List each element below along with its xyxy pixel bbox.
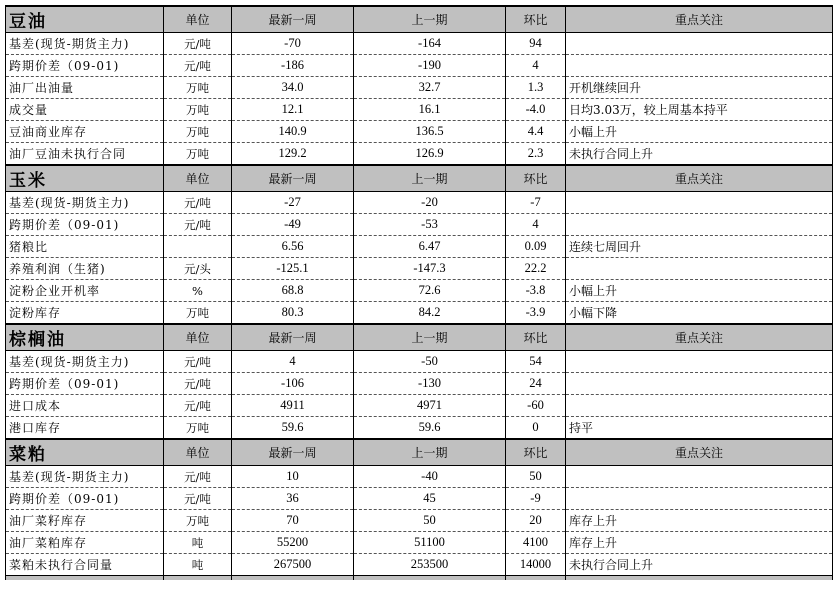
latest-value: 59.6 [232, 417, 354, 440]
focus-note [566, 351, 833, 373]
section-header-row [6, 6, 833, 33]
change-value: -3.9 [506, 302, 566, 325]
change-value: 22.2 [506, 258, 566, 280]
indicator-name: 淀粉企业开机率 [6, 280, 164, 302]
table-row [6, 55, 833, 77]
focus-note: 日均3.03万，较上周基本持平 [566, 99, 833, 121]
indicator-name: 淀粉库存 [6, 302, 164, 325]
previous-value: -40 [354, 466, 506, 488]
previous-value: -147.3 [354, 258, 506, 280]
change-value: -9 [506, 488, 566, 510]
edge-cell [164, 576, 232, 581]
table-row [6, 121, 833, 143]
unit-cell: 元/吨 [164, 351, 232, 373]
unit-cell: 元/吨 [164, 55, 232, 77]
indicator-name: 跨期价差（09-01) [6, 488, 164, 510]
change-value: 24 [506, 373, 566, 395]
focus-note [566, 55, 833, 77]
previous-value: -20 [354, 192, 506, 214]
change-value: -3.8 [506, 280, 566, 302]
column-header-latest: 最新一周 [232, 165, 354, 192]
table-row [6, 395, 833, 417]
commodity-weekly-table [5, 5, 833, 580]
focus-note [566, 33, 833, 55]
section-title: 菜粕 [6, 439, 164, 466]
latest-value: 12.1 [232, 99, 354, 121]
column-header-previous: 上一期 [354, 6, 506, 33]
indicator-name: 油厂菜籽库存 [6, 510, 164, 532]
section-title: 棕榈油 [6, 324, 164, 351]
column-header-change: 环比 [506, 6, 566, 33]
change-value: 14000 [506, 554, 566, 576]
previous-value: -164 [354, 33, 506, 55]
table-row [6, 280, 833, 302]
focus-note [566, 466, 833, 488]
table-row [6, 99, 833, 121]
latest-value: -27 [232, 192, 354, 214]
unit-cell: 元/吨 [164, 466, 232, 488]
focus-note [566, 214, 833, 236]
unit-cell: 元/吨 [164, 33, 232, 55]
previous-value: 16.1 [354, 99, 506, 121]
latest-value: 80.3 [232, 302, 354, 325]
column-header-previous: 上一期 [354, 439, 506, 466]
section-header-row [6, 439, 833, 466]
focus-note: 小幅下降 [566, 302, 833, 325]
column-header-previous: 上一期 [354, 165, 506, 192]
latest-value: -125.1 [232, 258, 354, 280]
latest-value: -70 [232, 33, 354, 55]
unit-cell: % [164, 280, 232, 302]
table-row [6, 258, 833, 280]
previous-value: 45 [354, 488, 506, 510]
previous-value: 32.7 [354, 77, 506, 99]
unit-cell: 万吨 [164, 417, 232, 440]
indicator-name: 跨期价差（09-01) [6, 214, 164, 236]
table-row [6, 192, 833, 214]
change-value: 4.4 [506, 121, 566, 143]
table-row [6, 351, 833, 373]
unit-cell: 吨 [164, 532, 232, 554]
column-header-latest: 最新一周 [232, 324, 354, 351]
change-value: -60 [506, 395, 566, 417]
table-row [6, 417, 833, 440]
unit-cell: 元/吨 [164, 488, 232, 510]
change-value: -7 [506, 192, 566, 214]
table-row [6, 373, 833, 395]
latest-value: -49 [232, 214, 354, 236]
change-value: 2.3 [506, 143, 566, 166]
table-row [6, 510, 833, 532]
unit-cell: 万吨 [164, 302, 232, 325]
previous-value: 4971 [354, 395, 506, 417]
table-row [6, 77, 833, 99]
unit-cell: 万吨 [164, 510, 232, 532]
focus-note [566, 488, 833, 510]
indicator-name: 猪粮比 [6, 236, 164, 258]
indicator-name: 跨期价差（09-01) [6, 373, 164, 395]
unit-cell: 万吨 [164, 99, 232, 121]
indicator-name: 基差(现货-期货主力) [6, 351, 164, 373]
previous-value: 50 [354, 510, 506, 532]
focus-note [566, 258, 833, 280]
latest-value: 34.0 [232, 77, 354, 99]
indicator-name: 养殖利润（生猪) [6, 258, 164, 280]
latest-value: 6.56 [232, 236, 354, 258]
section-header-row [6, 165, 833, 192]
edge-cell [566, 576, 833, 581]
focus-note [566, 192, 833, 214]
latest-value: 36 [232, 488, 354, 510]
column-header-unit: 单位 [164, 439, 232, 466]
focus-note: 库存上升 [566, 510, 833, 532]
column-header-latest: 最新一周 [232, 439, 354, 466]
section-title: 玉米 [6, 165, 164, 192]
previous-value: 51100 [354, 532, 506, 554]
table-row [6, 532, 833, 554]
column-header-focus: 重点关注 [566, 165, 833, 192]
column-header-focus: 重点关注 [566, 439, 833, 466]
previous-value: -130 [354, 373, 506, 395]
unit-cell: 万吨 [164, 121, 232, 143]
unit-cell: 元/吨 [164, 395, 232, 417]
change-value: 4 [506, 214, 566, 236]
indicator-name: 豆油商业库存 [6, 121, 164, 143]
table-row [6, 214, 833, 236]
focus-note: 未执行合同上升 [566, 554, 833, 576]
latest-value: 267500 [232, 554, 354, 576]
edge-cell [232, 576, 354, 581]
previous-value: 6.47 [354, 236, 506, 258]
latest-value: 70 [232, 510, 354, 532]
indicator-name: 油厂菜粕库存 [6, 532, 164, 554]
change-value: 4 [506, 55, 566, 77]
column-header-change: 环比 [506, 324, 566, 351]
unit-cell: 元/吨 [164, 373, 232, 395]
table-bottom-edge [6, 576, 833, 581]
indicator-name: 油厂豆油未执行合同 [6, 143, 164, 166]
column-header-unit: 单位 [164, 6, 232, 33]
unit-cell: 吨 [164, 554, 232, 576]
latest-value: 4 [232, 351, 354, 373]
focus-note: 连续七周回升 [566, 236, 833, 258]
previous-value: 253500 [354, 554, 506, 576]
latest-value: 55200 [232, 532, 354, 554]
unit-cell: 万吨 [164, 77, 232, 99]
previous-value: -190 [354, 55, 506, 77]
edge-cell [6, 576, 164, 581]
indicator-name: 基差(现货-期货主力) [6, 192, 164, 214]
column-header-focus: 重点关注 [566, 324, 833, 351]
unit-cell: 元/吨 [164, 192, 232, 214]
latest-value: 68.8 [232, 280, 354, 302]
latest-value: 4911 [232, 395, 354, 417]
column-header-latest: 最新一周 [232, 6, 354, 33]
column-header-unit: 单位 [164, 324, 232, 351]
latest-value: 140.9 [232, 121, 354, 143]
previous-value: -50 [354, 351, 506, 373]
previous-value: -53 [354, 214, 506, 236]
latest-value: -106 [232, 373, 354, 395]
section-title: 豆油 [6, 6, 164, 33]
latest-value: 129.2 [232, 143, 354, 166]
focus-note: 库存上升 [566, 532, 833, 554]
table-row [6, 302, 833, 325]
focus-note: 小幅上升 [566, 121, 833, 143]
change-value: 0.09 [506, 236, 566, 258]
change-value: 4100 [506, 532, 566, 554]
unit-cell: 元/头 [164, 258, 232, 280]
edge-cell [354, 576, 506, 581]
table-row [6, 488, 833, 510]
unit-cell: 万吨 [164, 143, 232, 166]
indicator-name: 基差(现货-期货主力) [6, 466, 164, 488]
focus-note: 持平 [566, 417, 833, 440]
latest-value: -186 [232, 55, 354, 77]
focus-note: 小幅上升 [566, 280, 833, 302]
unit-cell: 元/吨 [164, 214, 232, 236]
previous-value: 126.9 [354, 143, 506, 166]
previous-value: 72.6 [354, 280, 506, 302]
table-row [6, 554, 833, 576]
change-value: 20 [506, 510, 566, 532]
section-header-row [6, 324, 833, 351]
unit-cell [164, 236, 232, 258]
change-value: 1.3 [506, 77, 566, 99]
table-row [6, 33, 833, 55]
focus-note: 开机继续回升 [566, 77, 833, 99]
column-header-previous: 上一期 [354, 324, 506, 351]
column-header-unit: 单位 [164, 165, 232, 192]
column-header-change: 环比 [506, 165, 566, 192]
table-row [6, 466, 833, 488]
change-value: 0 [506, 417, 566, 440]
indicator-name: 港口库存 [6, 417, 164, 440]
focus-note [566, 395, 833, 417]
table-row [6, 143, 833, 166]
indicator-name: 菜粕未执行合同量 [6, 554, 164, 576]
previous-value: 136.5 [354, 121, 506, 143]
indicator-name: 进口成本 [6, 395, 164, 417]
change-value: 50 [506, 466, 566, 488]
indicator-name: 跨期价差（09-01) [6, 55, 164, 77]
previous-value: 59.6 [354, 417, 506, 440]
focus-note [566, 373, 833, 395]
indicator-name: 成交量 [6, 99, 164, 121]
focus-note: 未执行合同上升 [566, 143, 833, 166]
change-value: 94 [506, 33, 566, 55]
change-value: -4.0 [506, 99, 566, 121]
indicator-name: 油厂出油量 [6, 77, 164, 99]
indicator-name: 基差(现货-期货主力) [6, 33, 164, 55]
latest-value: 10 [232, 466, 354, 488]
previous-value: 84.2 [354, 302, 506, 325]
edge-cell [506, 576, 566, 581]
change-value: 54 [506, 351, 566, 373]
column-header-change: 环比 [506, 439, 566, 466]
table-row [6, 236, 833, 258]
column-header-focus: 重点关注 [566, 6, 833, 33]
